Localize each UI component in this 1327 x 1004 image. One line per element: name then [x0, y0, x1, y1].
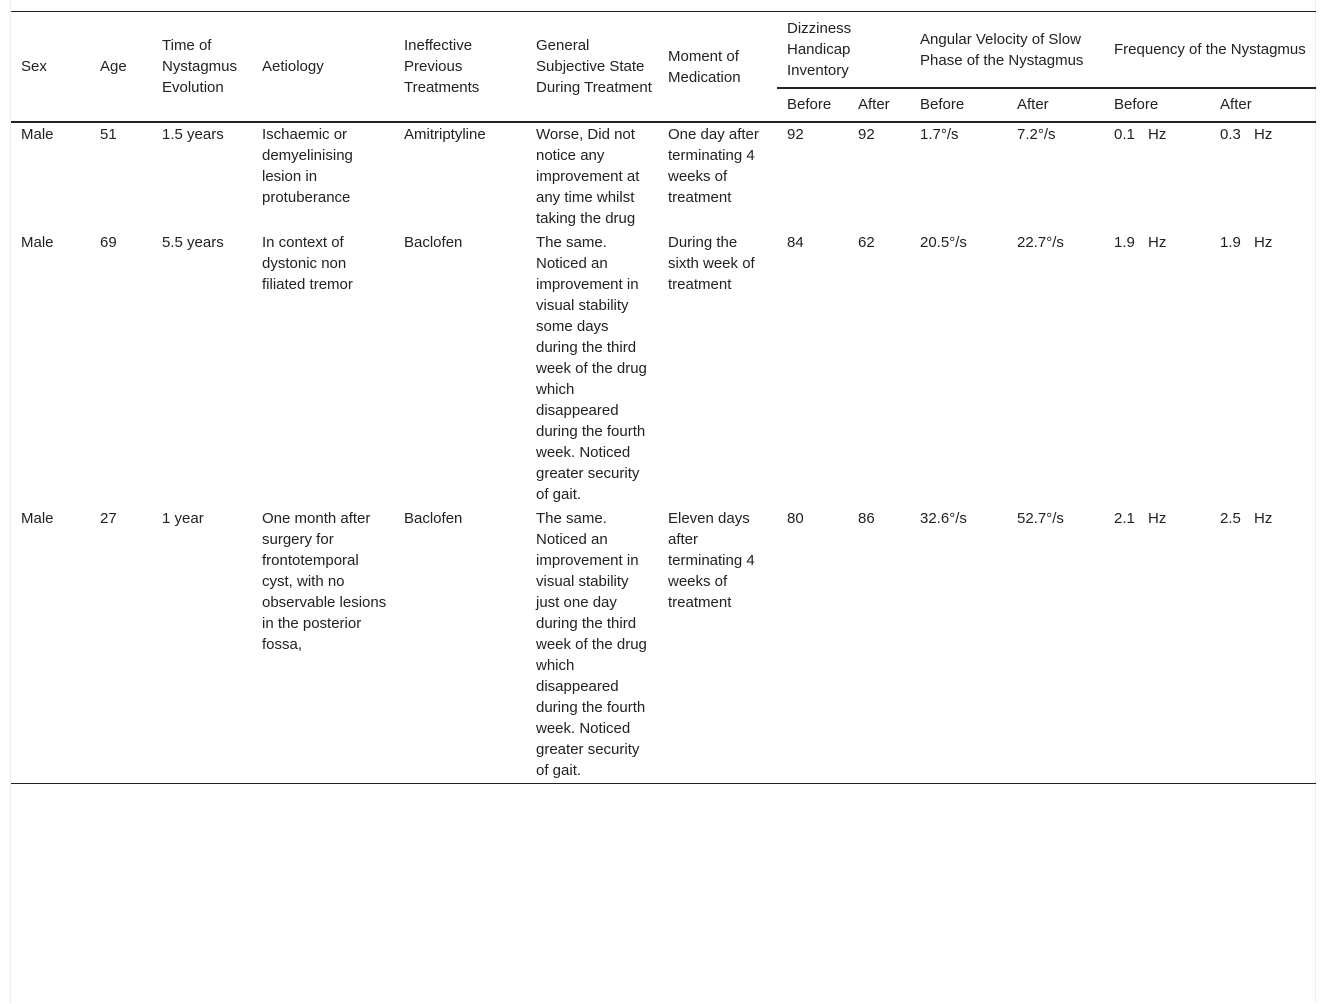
cell-age: 51: [100, 126, 117, 143]
cell-dhi-before: 92: [787, 126, 804, 143]
cell-sex: Male: [21, 234, 54, 251]
cell-aetiology: In context of dystonic non filiated tremor: [262, 234, 353, 293]
cell-frequency-after: [1210, 507, 1316, 784]
cell-dhi-before: 80: [777, 507, 848, 784]
cell-velocity-after: 22.7°/s: [1017, 234, 1064, 251]
cell-aetiology: One month after surgery for frontotemporal cyst, with no observable lesions in the posterior fossa,: [252, 507, 394, 784]
frequency-unit: Hz: [1148, 234, 1167, 251]
cell-moment: During the sixth week of treatment: [668, 234, 755, 293]
cell-sex: Male: [21, 126, 54, 143]
cell-previous-treatment: Baclofen: [394, 507, 526, 784]
frequency-value: 1.9: [1220, 234, 1241, 251]
table-row: [11, 231, 1316, 507]
cell-frequency-before: [1104, 507, 1210, 784]
frequency-unit: Hz: [1254, 126, 1273, 143]
header-frequency-before: Before: [1104, 88, 1210, 122]
cell-dhi-after: 62: [858, 234, 875, 251]
cell-dhi-before: 84: [787, 234, 804, 251]
header-time-of-evolution: Time of Nystagmus Evolution: [152, 12, 252, 123]
frequency-unit: Hz: [1254, 234, 1273, 251]
header-frequency: Frequency of the Nystagmus: [1104, 12, 1316, 89]
frequency-value: 1.9: [1114, 234, 1135, 251]
header-subjective-state: General Subjective State During Treatment: [526, 12, 658, 123]
frequency-value: 2.5: [1220, 510, 1241, 527]
header-dhi-before: Before: [777, 88, 848, 122]
cell-moment: Eleven days after terminating 4 weeks of treatment: [658, 507, 777, 784]
cell-subjective-state: The same. Noticed an improvement in visual stability just one day during the third week of the drug which disappeared during the fourth week. Noticed greater security of gait.: [526, 507, 658, 784]
header-aetiology: Aetiology: [252, 12, 394, 123]
cell-time: 1 year: [152, 507, 252, 784]
header-previous-treatments: Ineffective Previous Treatments: [394, 12, 526, 123]
cell-aetiology: Ischaemic or demyelinising lesion in protuberance: [262, 126, 353, 206]
table-row: [11, 507, 1316, 784]
header-row-main: [11, 12, 1316, 89]
cell-frequency-before: [1104, 122, 1210, 231]
cell-velocity-before: 1.7°/s: [920, 126, 959, 143]
results-table: [11, 11, 1316, 784]
cell-moment: One day after terminating 4 weeks of treatment: [668, 126, 759, 206]
cell-subjective-state: Worse, Did not notice any improvement at any time whilst taking the drug: [536, 126, 640, 227]
cell-age: 69: [100, 234, 117, 251]
header-age: Age: [90, 12, 152, 123]
header-velocity-after: After: [1007, 88, 1104, 122]
cell-sex: Male: [11, 507, 90, 784]
cell-age: 27: [90, 507, 152, 784]
header-frequency-after: After: [1210, 88, 1316, 122]
cell-velocity-after: 52.7°/s: [1007, 507, 1104, 784]
cell-dhi-after: 92: [858, 126, 875, 143]
cell-velocity-after: 7.2°/s: [1017, 126, 1056, 143]
table-row: [11, 122, 1316, 231]
cell-previous-treatment: Amitriptyline: [404, 126, 486, 143]
header-dhi-after: After: [848, 88, 910, 122]
frequency-unit: Hz: [1254, 510, 1273, 527]
frequency-unit: Hz: [1148, 126, 1167, 143]
cell-velocity-before: 20.5°/s: [920, 234, 967, 251]
header-moment-of-medication: Moment of Medication: [658, 12, 777, 123]
cell-dhi-after: 86: [848, 507, 910, 784]
header-angular-velocity: Angular Velocity of Slow Phase of the Nystagmus: [910, 12, 1104, 89]
header-velocity-before: Before: [910, 88, 1007, 122]
cell-previous-treatment: Baclofen: [404, 234, 463, 251]
cell-time: 5.5 years: [162, 234, 224, 251]
cell-velocity-before: 32.6°/s: [910, 507, 1007, 784]
frequency-value: 2.1: [1114, 510, 1135, 527]
frequency-unit: Hz: [1148, 510, 1167, 527]
cell-subjective-state: The same. Noticed an improvement in visual stability some days during the third week of the drug which disappeared during the fourth week. Noticed greater security of gait.: [536, 234, 647, 503]
cell-frequency-after: [1210, 122, 1316, 231]
header-dizziness-handicap: Dizziness Handicap Inventory: [777, 12, 910, 89]
cell-frequency-after: [1210, 231, 1316, 507]
header-sex: Sex: [11, 12, 90, 123]
cell-time: 1.5 years: [162, 126, 224, 143]
frequency-value: 0.1: [1114, 126, 1135, 143]
frequency-value: 0.3: [1220, 126, 1241, 143]
cell-frequency-before: [1104, 231, 1210, 507]
